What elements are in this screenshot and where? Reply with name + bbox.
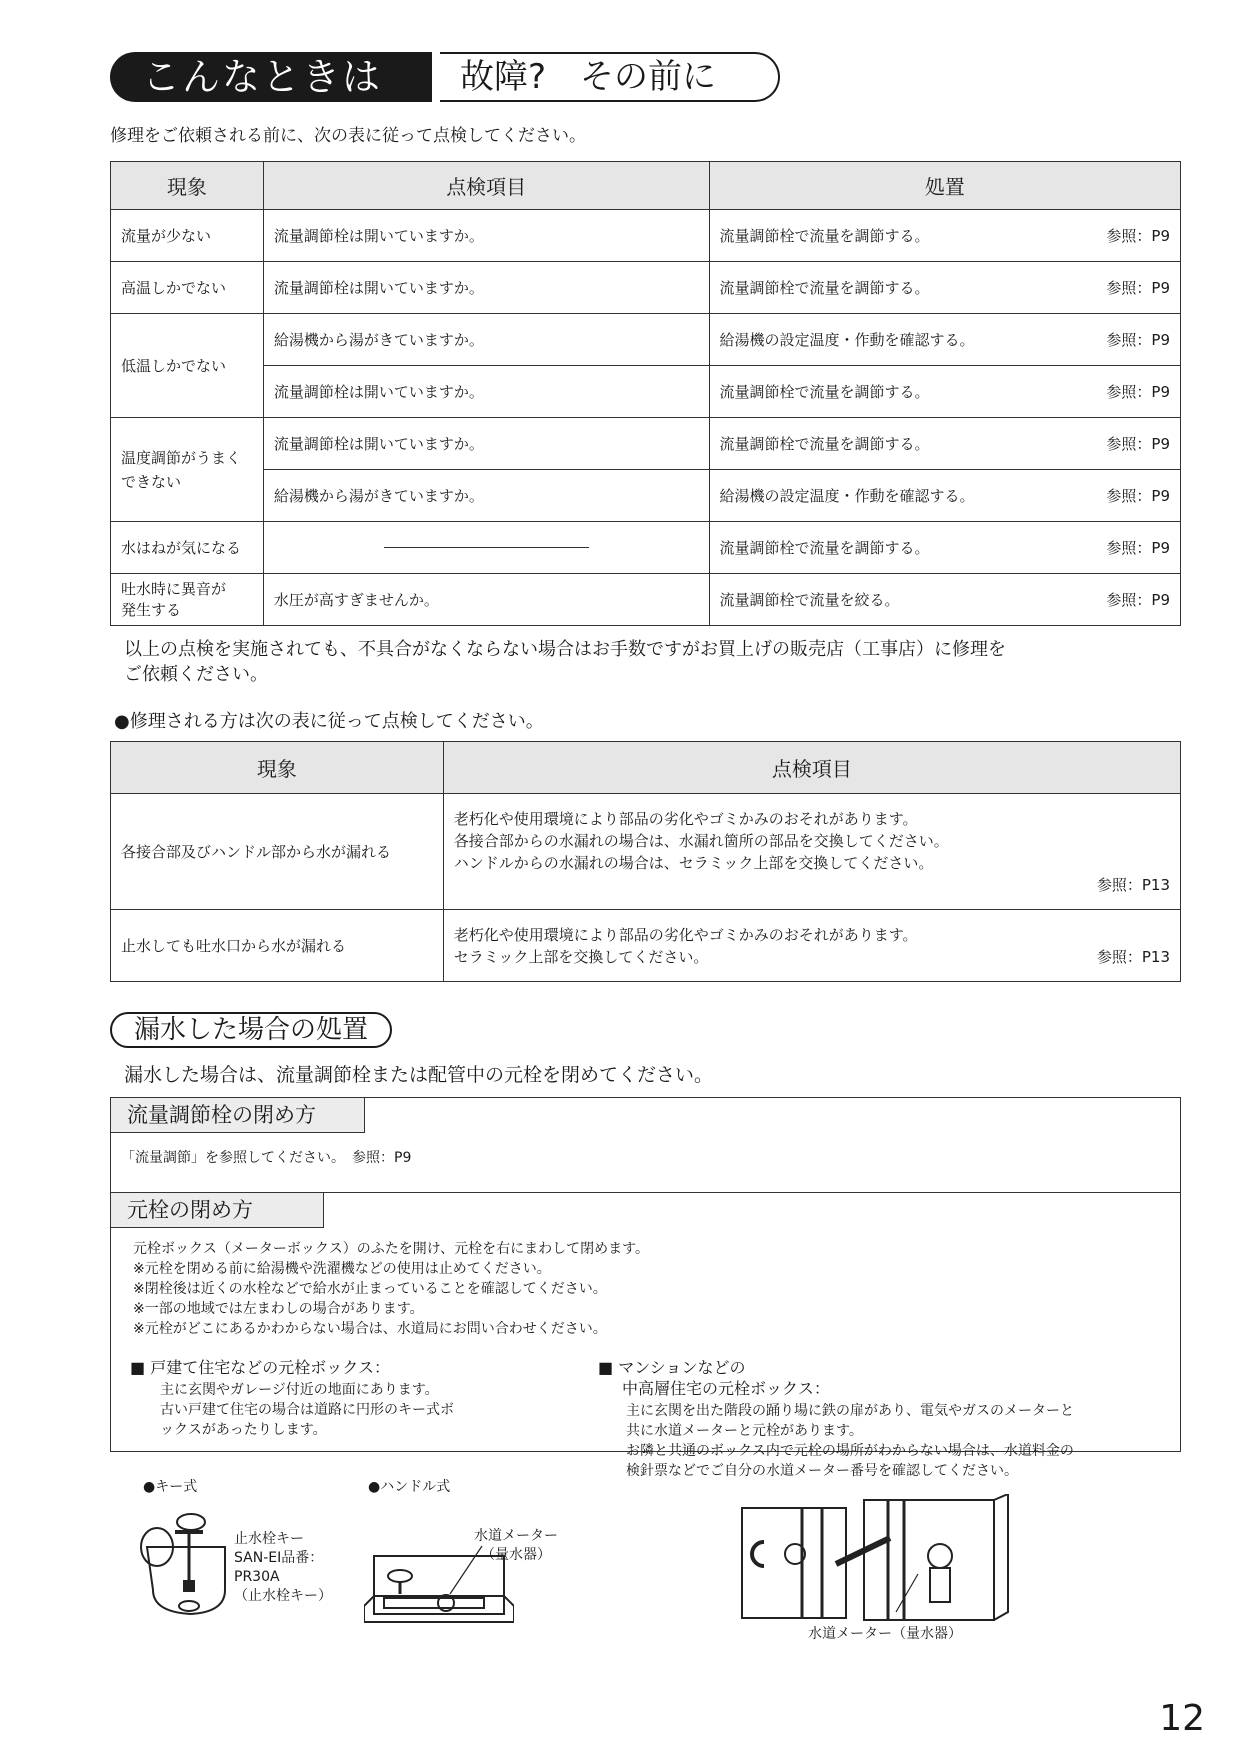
symptom-cell [111, 574, 264, 626]
reference: 参照：P9 [1106, 227, 1170, 245]
instruction-line: ※元栓がどこにあるかわからない場合は、水道局にお問い合わせください。 [133, 1321, 607, 1337]
reference: 参照：P9 [1106, 591, 1170, 609]
action-text: 給湯機の設定温度・作動を確認する。 [719, 487, 975, 505]
table-row [111, 574, 1181, 626]
symptom-cell: 止水しても吐水口から水が漏れる [111, 910, 444, 982]
mansion-line: 検針票などでご自分の水道メーター番号を確認してください。 [626, 1463, 1018, 1479]
check-cell: 流量調節栓は開いていますか。 [263, 262, 709, 314]
mansion-heading-2: 中高層住宅の元栓ボックス： [622, 1379, 830, 1398]
no-check-dash [384, 547, 589, 548]
key-box-illustration [135, 1502, 235, 1622]
table-row [111, 794, 1181, 910]
instruction-line: 元栓ボックス（メーターボックス）のふたを開け、元栓を右にまわして閉めます。 [133, 1241, 650, 1257]
action-text: 流量調節栓で流量を調節する。 [719, 539, 930, 557]
mansion-box-illustration [740, 1494, 1020, 1624]
check-line: 老朽化や使用環境により部品の劣化やゴミかみのおそれがあります。 [453, 809, 918, 828]
action-cell [709, 314, 1180, 366]
troubleshoot-table [110, 161, 1181, 626]
repair-table [110, 741, 1181, 982]
mansion-line: お隣と共通のボックス内で元栓の場所がわからない場合は、水道料金の [626, 1443, 1074, 1459]
table-row [111, 262, 1181, 314]
section-title-black: こんなときは [110, 52, 440, 102]
reference: 参照：P9 [1106, 279, 1170, 297]
check-cell: 水圧が高すぎませんか。 [263, 574, 709, 626]
action-cell [709, 262, 1180, 314]
mansion-line: 共に水道メーターと元栓があります。 [626, 1423, 863, 1439]
table-row [111, 418, 1181, 470]
key-type-label: ●キー式 [143, 1479, 198, 1495]
leak-intro: 漏水した場合は、流量調節栓または配管中の元栓を閉めてください。 [124, 1064, 714, 1086]
table-row [111, 522, 1181, 574]
caption-line: （止水栓キー） [234, 1588, 332, 1604]
repair-bullet: ●修理される方は次の表に従って点検してください。 [114, 711, 544, 732]
header-symptom: 現象 [111, 742, 444, 794]
symptom-line: 吐水時に異音が [121, 579, 227, 598]
reference: 参照：P9 [1106, 383, 1170, 401]
page-number: 12 [1159, 1698, 1205, 1739]
caption-line: （量水器） [481, 1547, 551, 1563]
key-caption [234, 1530, 332, 1606]
reference: 参照：P13 [1096, 947, 1170, 966]
section-title-white: 故障? その前に [440, 52, 780, 102]
caption-line: PR30A [234, 1569, 280, 1585]
check-cell: 給湯機から湯がきていますか。 [263, 314, 709, 366]
action-cell [709, 574, 1180, 626]
house-text [160, 1380, 454, 1440]
instruction-line: ※一部の地域では左まわしの場合があります。 [133, 1301, 424, 1317]
symptom-cell: 流量が少ない [111, 210, 264, 262]
action-text: 流量調節栓で流量を調節する。 [719, 435, 930, 453]
meter-caption-mansion: 水道メーター（量水器） [808, 1626, 962, 1642]
symptom-cell: 低温しかでない [111, 314, 264, 418]
flow-valve-tab: 流量調節栓の閉め方 [110, 1097, 365, 1133]
mansion-heading: ■ マンションなどの [598, 1358, 746, 1377]
header-check: 点検項目 [443, 742, 1180, 794]
action-text: 流量調節栓で流量を絞る。 [719, 591, 900, 609]
check-line: セラミック上部を交換してください。 [453, 947, 709, 966]
mansion-line: 主に玄関を出た階段の踊り場に鉄の扉があり、電気やガスのメーターと [626, 1403, 1074, 1419]
instruction-line: ※閉栓後は近くの水栓などで給水が止まっていることを確認してください。 [133, 1281, 607, 1297]
action-cell [709, 366, 1180, 418]
symptom-line: 温度調節がうまく [121, 448, 242, 467]
check-cell: 流量調節栓は開いていますか。 [263, 418, 709, 470]
header-check: 点検項目 [263, 162, 709, 210]
table-row [111, 366, 1181, 418]
house-line: 主に玄関やガレージ付近の地面にあります。 [160, 1382, 439, 1398]
header-symptom: 現象 [111, 162, 264, 210]
check-line: 各接合部からの水漏れの場合は、水漏れ箇所の部品を交換してください。 [453, 831, 949, 850]
repair-notice [124, 637, 1006, 687]
table-row [111, 470, 1181, 522]
table-row [111, 910, 1181, 982]
notice-line: 以上の点検を実施されても、不具合がなくならない場合はお手数ですがお買上げの販売店（工事店）に修理を [124, 639, 1006, 660]
check-line: ハンドルからの水漏れの場合は、セラミック上部を交換してください。 [453, 853, 934, 872]
house-line: ックスがあったりします。 [160, 1422, 327, 1438]
check-cell: 給湯機から湯がきていますか。 [263, 470, 709, 522]
main-valve-instructions [133, 1239, 649, 1339]
action-cell [709, 418, 1180, 470]
action-text: 流量調節栓で流量を調節する。 [719, 383, 930, 401]
action-text: 流量調節栓で流量を調節する。 [719, 279, 930, 297]
reference: 参照：P13 [1096, 875, 1170, 894]
reference: 参照：P9 [1106, 487, 1170, 505]
check-cell [443, 910, 1180, 982]
table-row [111, 314, 1181, 366]
mansion-text [626, 1401, 1074, 1481]
check-line: 老朽化や使用環境により部品の劣化やゴミかみのおそれがあります。 [453, 925, 918, 944]
caption-line: 水道メーター [474, 1528, 558, 1544]
action-text: 給湯機の設定温度・作動を確認する。 [719, 331, 975, 349]
caption-line: 止水栓キー [234, 1531, 304, 1547]
intro-text: 修理をご依頼される前に、次の表に従って点検してください。 [110, 126, 586, 146]
reference: 参照：P9 [1106, 539, 1170, 557]
reference: 参照：P9 [1106, 331, 1170, 349]
meter-caption-house [474, 1527, 558, 1565]
reference: 参照：P9 [1106, 435, 1170, 453]
house-heading: ■ 戸建て住宅などの元栓ボックス： [130, 1358, 391, 1377]
symptom-cell: 高温しかでない [111, 262, 264, 314]
check-cell [263, 522, 709, 574]
main-valve-tab: 元栓の閉め方 [110, 1192, 324, 1228]
check-cell: 流量調節栓は開いていますか。 [263, 210, 709, 262]
title-divider [432, 52, 440, 102]
handle-type-label: ●ハンドル式 [368, 1479, 451, 1495]
action-cell [709, 210, 1180, 262]
symptom-cell: 水はねが気になる [111, 522, 264, 574]
header-action: 処置 [709, 162, 1180, 210]
symptom-cell: 各接合部及びハンドル部から水が漏れる [111, 794, 444, 910]
action-text: 流量調節栓で流量を調節する。 [719, 227, 930, 245]
action-cell [709, 470, 1180, 522]
symptom-line: できない [121, 472, 182, 491]
leak-section-title: 漏水した場合の処置 [110, 1012, 392, 1048]
symptom-line: 発生する [121, 600, 182, 619]
house-line: 古い戸建て住宅の場合は道路に円形のキー式ボ [160, 1402, 454, 1418]
check-cell: 流量調節栓は開いていますか。 [263, 366, 709, 418]
check-cell [443, 794, 1180, 910]
flow-valve-text: 「流量調節」を参照してください。 参照：P9 [121, 1150, 412, 1166]
action-cell [709, 522, 1180, 574]
caption-line: SAN-EI品番： [234, 1550, 324, 1566]
symptom-cell [111, 418, 264, 522]
table-row [111, 210, 1181, 262]
instruction-line: ※元栓を閉める前に給湯機や洗濯機などの使用は止めてください。 [133, 1261, 551, 1277]
notice-line: ご依頼ください。 [124, 664, 268, 685]
